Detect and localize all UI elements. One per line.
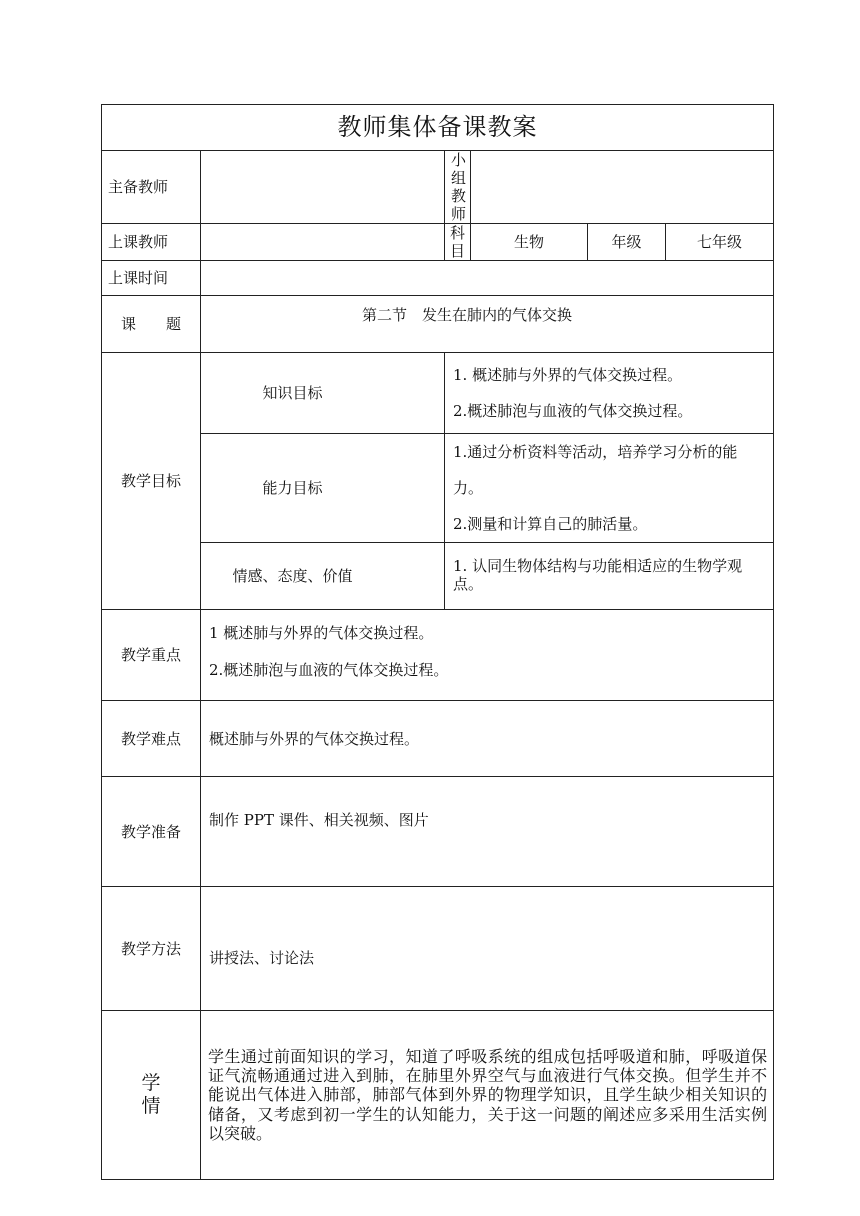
group-teacher-label: 小组教师 — [445, 151, 471, 224]
student-situation-value: 学生通过前面知识的学习，知道了呼吸系统的组成包括呼吸道和肺，呼吸道保证气流畅通通过进入到肺，在肺里外界空气与血液进行气体交换。但学生并不能说出气体进入肺部，肺部气体到外界的物理学知识，且学生缺少相关知识的储备，又考虑到初一学生的认知能力，关于这一问题的阐述应多采用生活实例以突破。 — [201, 1011, 774, 1180]
preparation-value: 制作 PPT 课件、相关视频、图片 — [201, 777, 774, 887]
knowledge-objective-content — [445, 353, 774, 434]
topic-label: 课 题 — [102, 296, 201, 353]
student-situation-label — [102, 1011, 201, 1180]
lesson-plan-table — [101, 104, 774, 1180]
main-teacher-label: 主备教师 — [102, 151, 201, 224]
group-teacher-value — [471, 151, 774, 224]
student-situation-label-2: 情 — [141, 1095, 161, 1117]
ability-objective-content — [445, 434, 774, 543]
student-situation-row — [102, 1011, 774, 1180]
methods-label: 教学方法 — [102, 887, 201, 1011]
methods-value: 讲授法、讨论法 — [201, 887, 774, 1011]
key-point-item: 1 概述肺与外界的气体交换过程。 — [209, 624, 434, 642]
preparation-label: 教学准备 — [102, 777, 201, 887]
grade-label: 年级 — [588, 224, 666, 261]
class-time-value — [201, 261, 774, 296]
ability-objective-item: 1.通过分析资料等活动，培养学习分析的能力。 — [453, 443, 738, 497]
class-time-label: 上课时间 — [102, 261, 201, 296]
document-title: 教师集体备课教案 — [102, 105, 774, 151]
class-teacher-label: 上课教师 — [102, 224, 201, 261]
main-teacher-value — [201, 151, 445, 224]
preparation-row — [102, 777, 774, 887]
subject-label: 科 目 — [445, 224, 471, 261]
difficulties-row — [102, 701, 774, 777]
class-teacher-row — [102, 224, 774, 261]
class-time-row — [102, 261, 774, 296]
grade-value: 七年级 — [666, 224, 774, 261]
ability-objective-row — [102, 434, 774, 543]
key-points-row — [102, 610, 774, 701]
emotion-objective-item: 1. 认同生物体结构与功能相适应的生物学观点。 — [453, 557, 743, 593]
difficulties-label: 教学难点 — [102, 701, 201, 777]
knowledge-objective-label: 知识目标 — [201, 353, 445, 434]
emotion-objective-content — [445, 543, 774, 610]
topic-row — [102, 296, 774, 353]
methods-row — [102, 887, 774, 1011]
subject-value: 生物 — [471, 224, 588, 261]
emotion-objective-row — [102, 543, 774, 610]
title-row — [102, 105, 774, 151]
key-points-label: 教学重点 — [102, 610, 201, 701]
key-points-content — [201, 610, 774, 701]
emotion-objective-label: 情感、态度、价值 — [201, 543, 445, 610]
ability-objective-label: 能力目标 — [201, 434, 445, 543]
knowledge-objective-item: 1. 概述肺与外界的气体交换过程。 — [453, 366, 683, 384]
knowledge-objective-item: 2.概述肺泡与血液的气体交换过程。 — [453, 402, 693, 420]
difficulties-value: 概述肺与外界的气体交换过程。 — [201, 701, 774, 777]
ability-objective-item: 2.测量和计算自己的肺活量。 — [453, 515, 648, 533]
class-teacher-value — [201, 224, 445, 261]
student-situation-label-1: 学 — [141, 1072, 161, 1095]
knowledge-objective-row — [102, 353, 774, 434]
key-point-item: 2.概述肺泡与血液的气体交换过程。 — [209, 661, 449, 679]
objectives-label: 教学目标 — [102, 353, 201, 610]
main-teacher-row — [102, 151, 774, 224]
topic-value: 第二节 发生在肺内的气体交换 — [201, 296, 774, 353]
